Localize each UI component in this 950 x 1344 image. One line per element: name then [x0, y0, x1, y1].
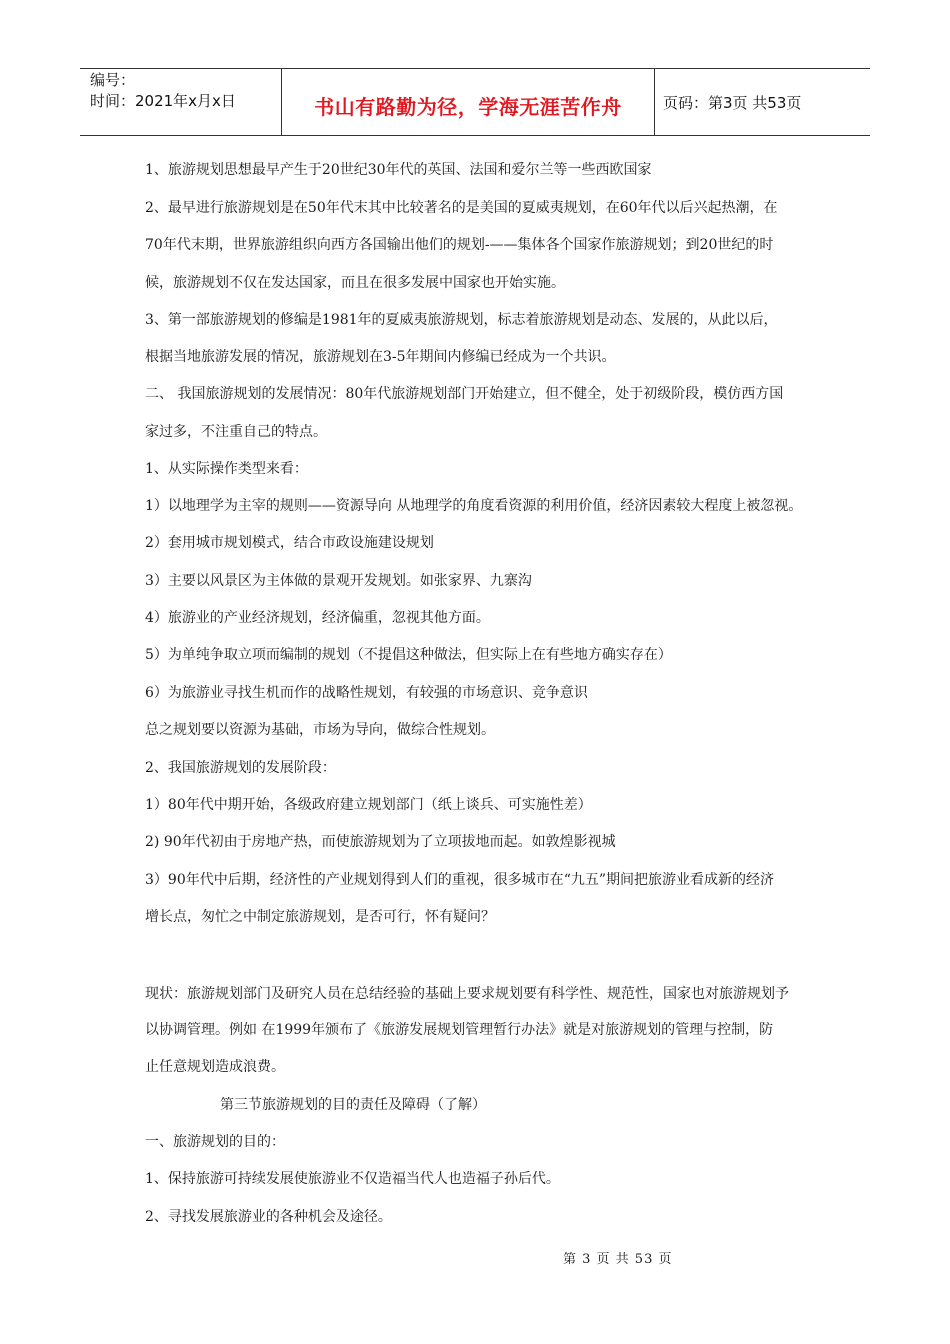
body-line: 70年代末期，世界旅游组织向西方各国输出他们的规划-——集体各个国家作旅游规划；到20世纪的时 — [145, 237, 774, 253]
body-line: 2) 90年代初由于房地产热，而使旅游规划为了立项拔地而起。如敦煌影视城 — [145, 834, 616, 850]
serial-label: 编号： — [90, 71, 136, 89]
body-line: 3、第一部旅游规划的修编是1981年的夏威夷旅游规划，标志着旅游规划是动态、发展的，从此以后， — [145, 312, 778, 328]
body-line: 4）旅游业的产业经济规划，经济偏重，忽视其他方面。 — [145, 610, 490, 626]
header-meta — [90, 70, 236, 112]
body-line: 6）为旅游业寻找生机而作的战略性规划，有较强的市场意识、竞争意识 — [145, 685, 588, 701]
body-line: 家过多，不注重自己的特点。 — [145, 424, 327, 440]
body-line: 1、旅游规划思想最早产生于20世纪30年代的英国、法国和爱尔兰等一些西欧国家 — [145, 162, 652, 178]
page-footer: 第 3 页 共 53 页 — [563, 1252, 673, 1267]
body-line: 1、保持旅游可持续发展使旅游业不仅造福当代人也造福子孙后代。 — [145, 1171, 560, 1187]
body-line: 5）为单纯争取立项而编制的规划（不提倡这种做法，但实际上在有些地方确实存在） — [145, 647, 672, 663]
body-line: 1）80年代中期开始，各级政府建立规划部门（纸上谈兵、可实施性差） — [145, 797, 592, 813]
body-line: 二、 我国旅游规划的发展情况：80年代旅游规划部门开始建立，但不健全，处于初级阶段，模仿西方国 — [145, 386, 784, 402]
section-heading: 第三节旅游规划的目的责任及障碍（了解） — [220, 1097, 486, 1113]
body-line: 根据当地旅游发展的情况，旅游规划在3-5年期间内修编已经成为一个共识。 — [145, 349, 616, 365]
body-line: 候，旅游规划不仅在发达国家，而且在很多发展中国家也开始实施。 — [145, 275, 565, 291]
body-line: 以协调管理。例如 在1999年颁布了《旅游发展规划管理暂行办法》就是对旅游规划的管理与控制，防 — [145, 1022, 774, 1038]
body-line: 现状：旅游规划部门及研究人员在总结经验的基础上要求规划要有科学性、规范性，国家也对旅游规划予 — [145, 986, 789, 1002]
body-line: 3）90年代中后期，经济性的产业规划得到人们的重视，很多城市在“九五”期间把旅游业看成新的经济 — [145, 872, 775, 888]
body-line: 1、从实际操作类型来看： — [145, 461, 308, 477]
header-motto: 书山有路勤为径，学海无涯苦作舟 — [314, 95, 622, 119]
body-line: 2、最早进行旅游规划是在50年代末其中比较著名的是美国的夏威夷规划，在60年代以后兴起热潮，在 — [145, 200, 778, 216]
body-line: 3）主要以风景区为主体做的景观开发规划。如张家界、九寨沟 — [145, 573, 532, 589]
body-line: 1）以地理学为主宰的规则——资源导向 从地理学的角度看资源的利用价值，经济因素较大程度上被忽视。 — [145, 498, 803, 514]
header-page-info: 页码：第3页 共53页 — [663, 94, 802, 112]
header-bottom-rule — [80, 135, 870, 136]
body-line: 增长点，匆忙之中制定旅游规划，是否可行，怀有疑问？ — [145, 909, 495, 925]
body-line: 2、我国旅游规划的发展阶段： — [145, 760, 336, 776]
time-label: 时间：2021年x月x日 — [90, 92, 236, 110]
header-top-rule — [80, 68, 870, 69]
body-line: 总之规划要以资源为基础，市场为导向，做综合性规划。 — [145, 722, 495, 738]
body-line: 止任意规划造成浪费。 — [145, 1059, 285, 1075]
header-divider-right — [654, 68, 655, 135]
body-line: 2、寻找发展旅游业的各种机会及途径。 — [145, 1209, 392, 1225]
body-line: 一、旅游规划的目的： — [145, 1134, 285, 1150]
body-line: 2）套用城市规划模式，结合市政设施建设规划 — [145, 535, 434, 551]
